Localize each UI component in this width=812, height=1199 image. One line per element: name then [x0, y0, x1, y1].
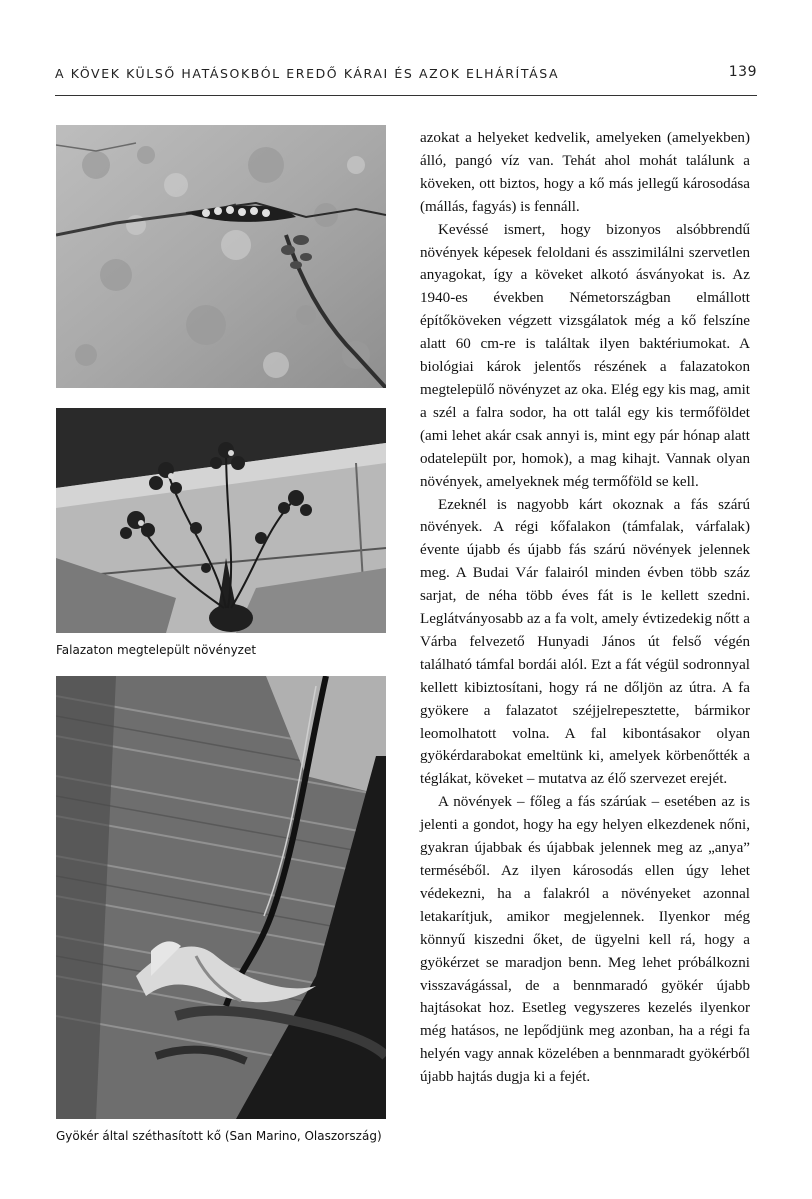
page-number: 139: [728, 64, 757, 80]
paragraph: A növények – főleg a fás szárúak – esetében az is jelenti a gondot, hogy ha egy helyen elkezdenek nőni, gyakran újabbak és újabbak jelennek meg az „anya” terméséből. Az ilyen károsodás ellen úgy lehet védekezni, ha a falakról a növényeket azonnal letakarítjuk, amikor megjelennek. Ilyenkor még könnyű kiszedni őket, de ügyelni kell rá, hogy a gyökérzet se maradjon benn. Meg lehet próbálkozni visszavágással, de a bennmaradó gyökér újabb hajtásokat hoz. Esetleg vegyszeres kezelés ilyenkor még hatásos, ne lepődjünk meg azonban, ha a régi fa helyén vagy annak közelében a bennmaradt gyökérből újabb hajtás dugja ki a fejét.: [420, 794, 750, 1086]
figure-caption: Falazaton megtelepült növényzet: [56, 643, 257, 657]
paragraph: Ezeknél is nagyobb kárt okoznak a fás szárú növények. A régi kőfalakon (támfalak, várfalak) évente újabb és újabb fás szárú növények jelennek meg. A Budai Vár falairól minden évben több száz sarjat, de néha több éves fát is le kellett szedni. Leglátványosabb az a fa volt, amely évtizedekig nőtt a Várba felvezető Hunyadi János út felső végén található támfal bordái alól. Ezt a fát végül sodronnyal kellett kibiztosítani, hogy rá ne dőljön az útra. A fa gyökere a falazatot széjjelrepesztette, bármikor leomolhatott volna. A fal kibontásakor olyan gyökérdarabokat emeltünk ki, amelyek körbenőtték a téglákat, köveket – mutatva az élő szervezet erejét.: [420, 496, 750, 788]
photo-root-splitting-stone: [56, 676, 386, 1119]
body-text-column: [420, 127, 750, 1089]
paragraph: azokat a helyeket kedvelik, amelyeken (amelyekben) álló, pangó víz van. Tehát ahol mohát találunk a köveken, ott biztos, hogy a kő más jellegű károsodása (mállás, fagyás) is fennáll.: [420, 130, 750, 215]
paragraph: Kevéssé ismert, hogy bizonyos alsóbbrendű növények képesek feloldani és asszimilálni szervetlen anyagokat, így a köveket alkotó ásványokat is. Az 1940-es években Németországban elmállott építőköveken végzett vizsgálatok még a kő felszíne alatt 60 cm-re is találtak ilyen baktériumokat. A biológiai károk jelentős részének a falazatokon megtelepülő növényzet az oka. Elég egy kis mag, amit a szél a falra sodor, ha ott talál egy kis termőföldet (ami lehet akár csak annyi is, mint egy pár hónap alatt odatelepült por, homok), a mag kihajt. Vannak olyan növények, amelyeknek még termőföld se kell.: [420, 221, 750, 490]
running-head: [55, 64, 757, 86]
photo-moss-in-stone-crack: [56, 125, 386, 388]
running-title: A KÖVEK KÜLSŐ HATÁSOKBÓL EREDŐ KÁRAI ÉS AZOK ELHÁRÍTÁSA: [55, 66, 560, 81]
header-rule: [55, 95, 757, 96]
photo-plant-on-wall: [56, 408, 386, 633]
figure-caption: Gyökér által széthasított kő (San Marino, Olaszország): [56, 1129, 382, 1143]
